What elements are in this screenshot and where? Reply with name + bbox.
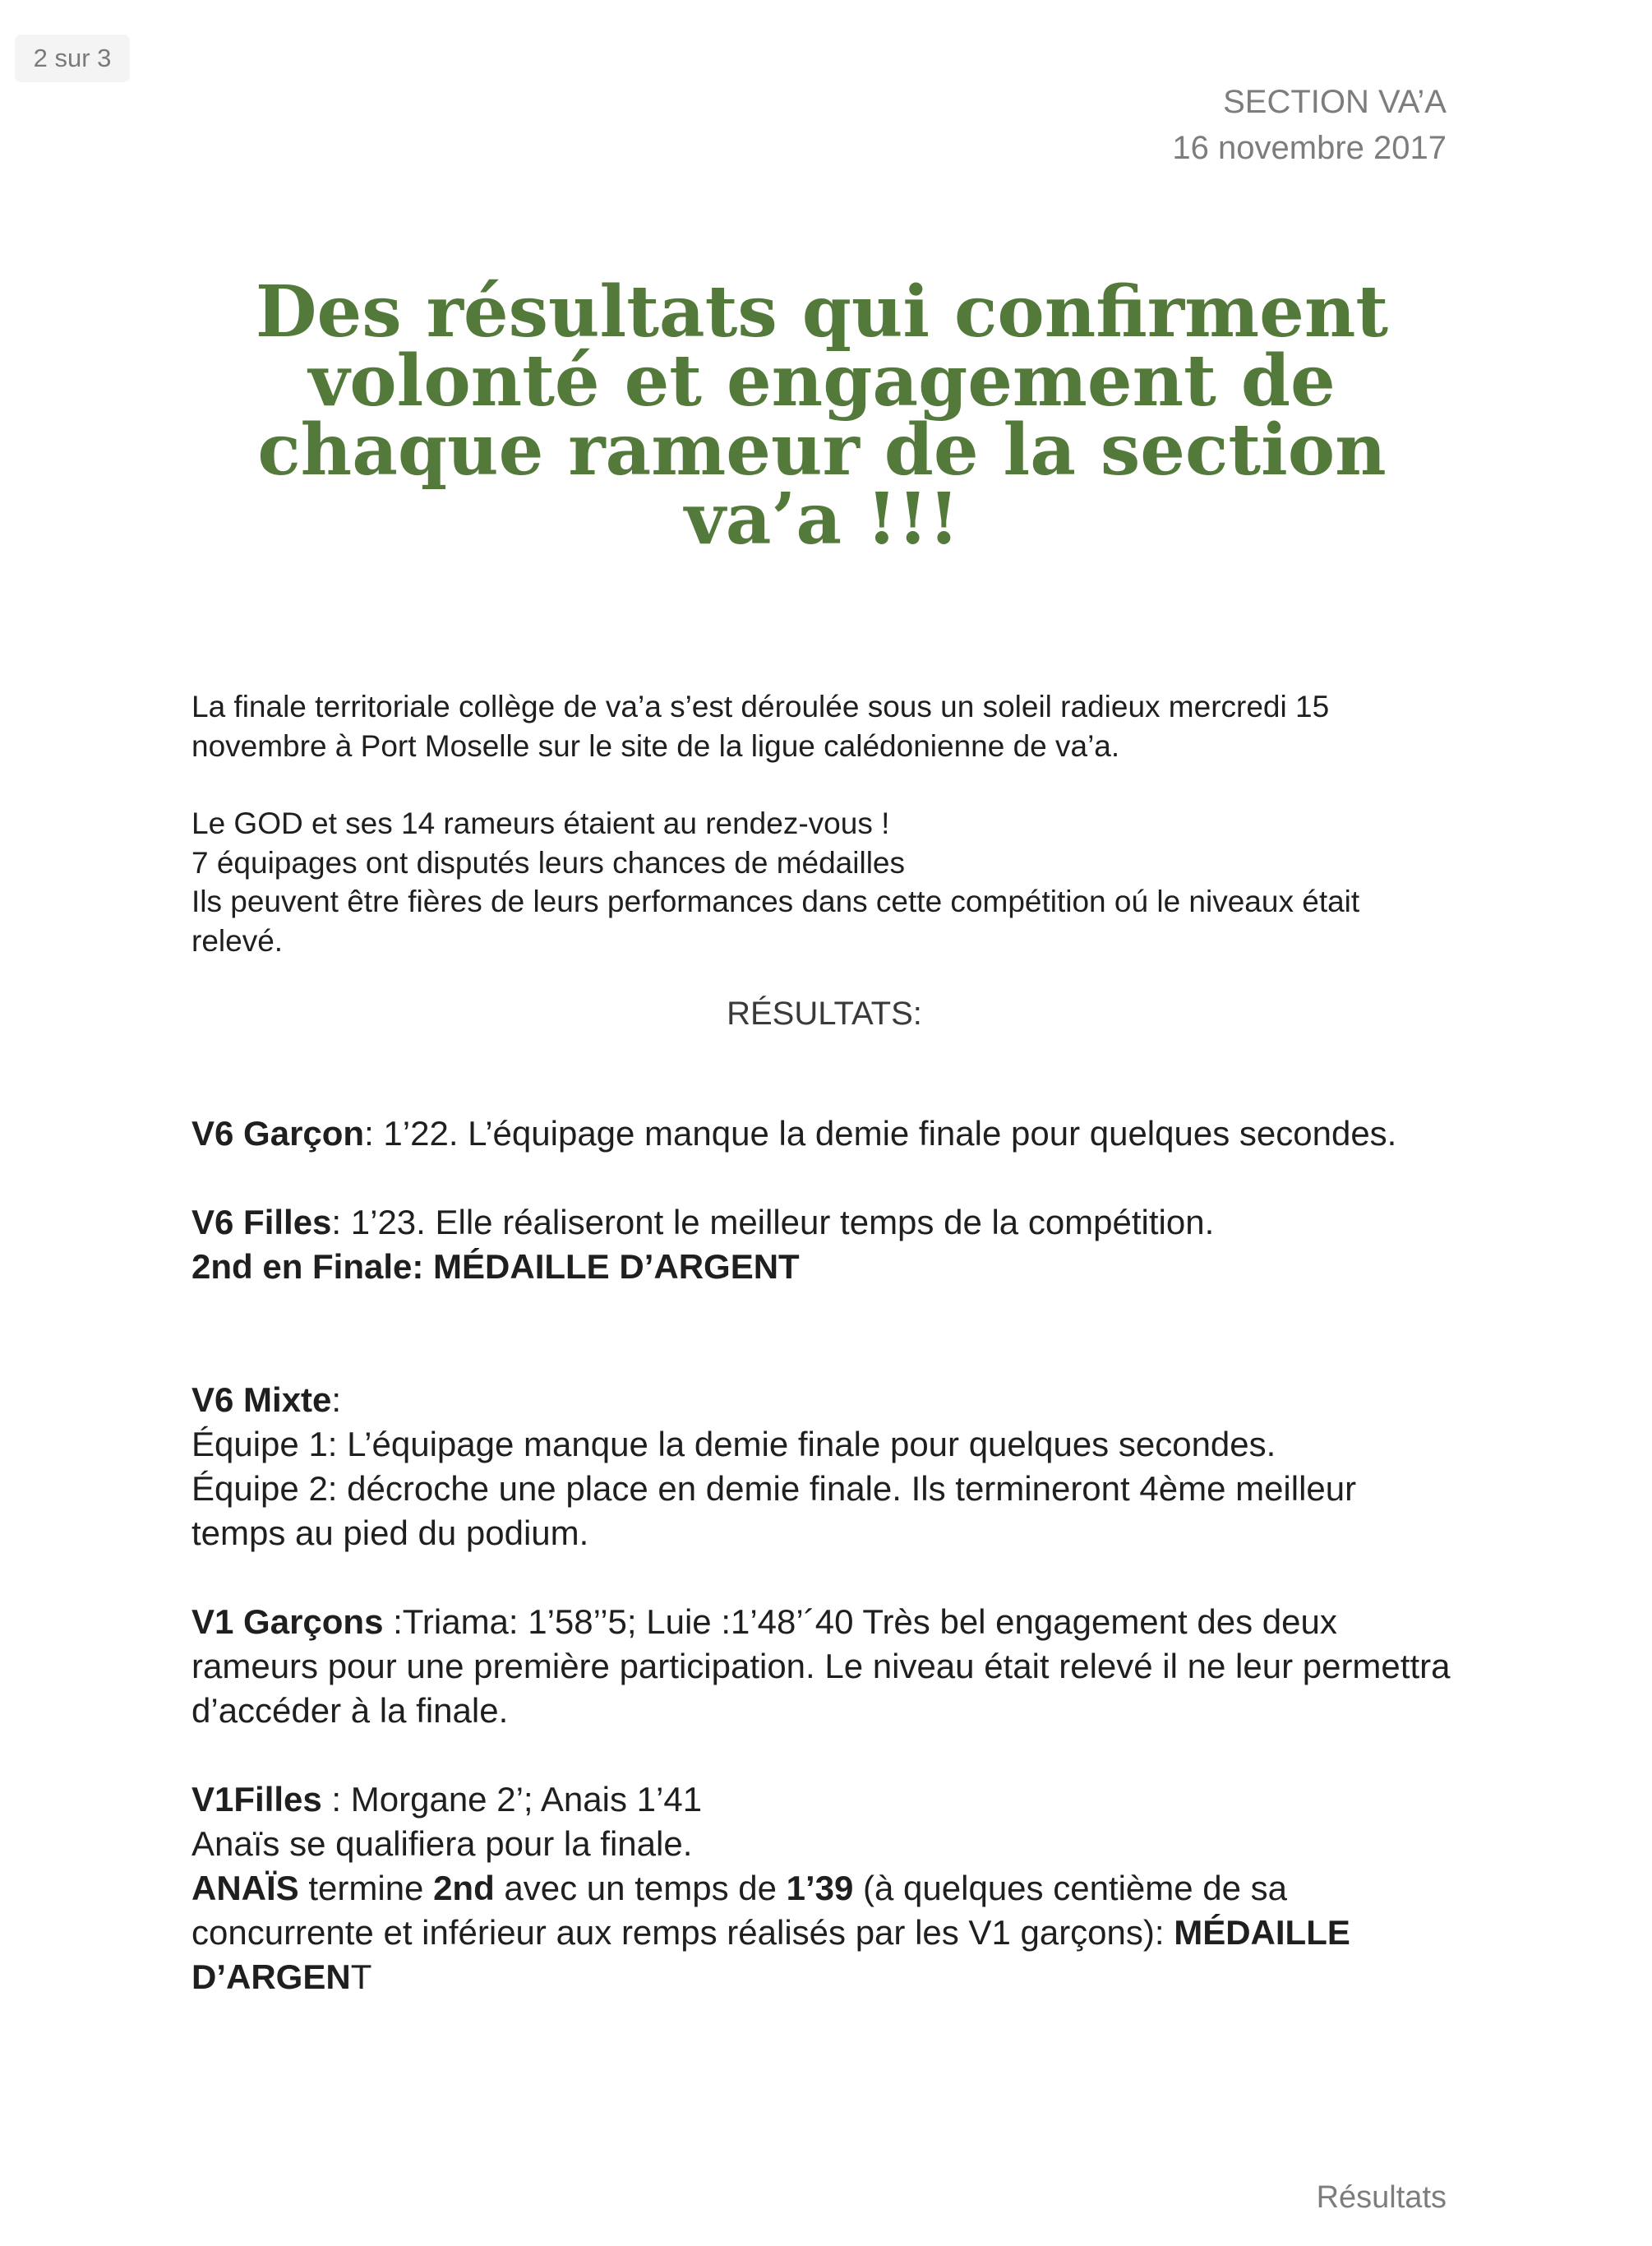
result-label: V6 Filles	[192, 1203, 332, 1241]
result-text: :	[331, 1380, 342, 1419]
section-name: SECTION VA’A	[1223, 84, 1447, 120]
athlete-name: ANAÏS	[192, 1869, 299, 1907]
result-v6-mixte	[192, 1378, 1457, 1422]
document-footer: Résultats	[1316, 2180, 1447, 2215]
spacer	[192, 1289, 1457, 1378]
result-label: V1Filles	[192, 1780, 322, 1819]
result-text: : Morgane 2’; Anais 1’41	[321, 1780, 703, 1819]
result-v6-filles	[192, 1200, 1457, 1245]
spacer	[192, 1156, 1457, 1200]
results-section	[192, 1111, 1457, 1999]
result-label: V6 Mixte	[192, 1380, 332, 1419]
medal-text: 2nd en Finale: MÉDAILLE D’ARGENT	[192, 1247, 800, 1286]
document-date: 16 novembre 2017	[1172, 130, 1447, 166]
intro-section	[192, 687, 1457, 1034]
medal-line	[192, 1245, 1457, 1289]
rank: 2nd	[433, 1869, 495, 1907]
intro-line: 7 équipages ont disputés leurs chances de médailles	[192, 845, 906, 880]
spacer	[192, 1555, 1457, 1600]
result-text: (à quelques centième de sa concurrente et inférieur aux remps réalisés par les V1 garçons):	[192, 1869, 1288, 1952]
result-text: : 1’22. L’équipage manque la demie finale pour quelques secondes.	[364, 1114, 1397, 1153]
spacer	[192, 1733, 1457, 1777]
result-v6-mixte-team2: Équipe 2: décroche une place en demie finale. Ils termineront 4ème meilleur temps au pied du podium.	[192, 1469, 1357, 1552]
spacer	[192, 765, 1457, 804]
result-label: V6 Garçon	[192, 1114, 365, 1153]
result-text: :Triama: 1’58’’5; Luie :1’48’´40 Très bel engagement des deux rameurs pour une première participation. Le niveau était relevé il ne leur permettra d’accéder à la finale.	[192, 1602, 1451, 1730]
result-text: : 1’23. Elle réaliseront le meilleur temps de la compétition.	[331, 1203, 1215, 1241]
result-v6-mixte-team1: Équipe 1: L’équipage manque la demie finale pour quelques secondes.	[192, 1425, 1276, 1463]
result-text: termine	[298, 1869, 434, 1907]
result-v1-filles	[192, 1777, 1457, 1822]
intro-line: Le GOD et ses 14 rameurs étaient au rendez-vous !	[192, 806, 890, 840]
final-time: 1’39	[786, 1869, 854, 1907]
intro-line: Ils peuvent être fières de leurs performances dans cette compétition oú le niveaux était relevé.	[192, 885, 1360, 958]
result-v6-garcon	[192, 1111, 1457, 1156]
result-v1-garcons	[192, 1600, 1457, 1733]
medal-tail: T	[350, 1957, 372, 1996]
document-header	[1172, 79, 1447, 171]
medal-text: MÉDAILLE D’ARGEN	[192, 1913, 1350, 1996]
result-text: avec un temps de	[494, 1869, 787, 1907]
document-title: Des résultats qui confirment volonté et engagement de chaque rameur de la section va’a !!!	[255, 270, 1389, 561]
result-label: V1 Garçons	[192, 1602, 384, 1641]
result-v1-filles-final	[192, 1866, 1457, 1999]
page-indicator: 2 sur 3	[15, 35, 130, 82]
result-v1-filles-qualif: Anaïs se qualifiera pour la finale.	[192, 1824, 693, 1863]
results-heading: RÉSULTATS:	[727, 996, 922, 1032]
intro-paragraph: La finale territoriale collège de va’a s’est déroulée sous un soleil radieux mercredi 15 novembre à Port Moselle sur le site de la ligue calédonienne de va’a.	[192, 690, 1330, 763]
